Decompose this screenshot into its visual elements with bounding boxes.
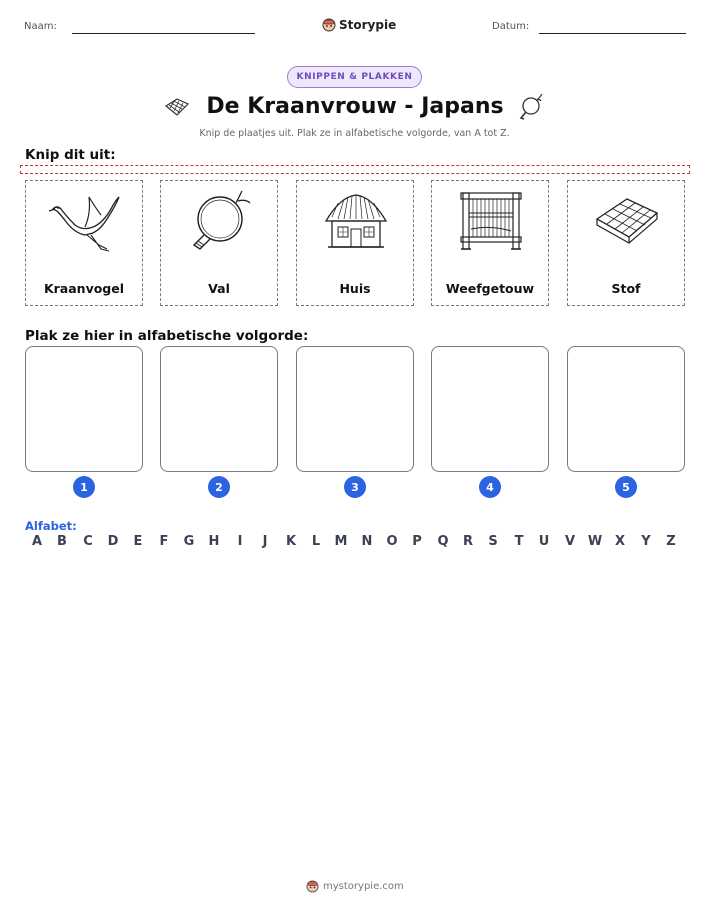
cloth-icon [163, 96, 191, 118]
alphabet-letter: M [334, 534, 348, 549]
number-badge-1: 1 [73, 476, 95, 498]
cut-card-cloth[interactable] [567, 180, 685, 306]
alphabet-letter: X [614, 534, 626, 549]
brand-name: Storypie [339, 18, 397, 32]
alphabet-letter: L [311, 534, 321, 549]
alphabet-letter: Q [437, 534, 449, 549]
cut-card-loom[interactable] [431, 180, 549, 306]
card-label: Stof [611, 281, 641, 296]
loom-icon [451, 187, 531, 257]
cut-card-house[interactable] [296, 180, 414, 306]
crane-icon [45, 187, 125, 257]
alphabet-letter: T [514, 534, 524, 549]
alphabet-letter: K [285, 534, 297, 549]
alphabet-label: Alfabet: [25, 519, 77, 533]
name-line[interactable] [72, 33, 255, 34]
storypie-mascot-icon [322, 18, 336, 32]
cut-card-crane[interactable] [25, 180, 143, 306]
folded-cloth-icon [587, 187, 667, 257]
alphabet-letter: I [237, 534, 243, 549]
cut-section-label: Knip dit uit: [25, 147, 116, 163]
alphabet-letter: W [587, 534, 603, 549]
paste-box-2[interactable] [160, 346, 278, 472]
card-label: Kraanvogel [43, 281, 125, 296]
alphabet-letter: G [183, 534, 195, 549]
activity-badge: KNIPPEN & PLAKKEN [287, 66, 422, 88]
paste-box-3[interactable] [296, 346, 414, 472]
card-label: Val [208, 281, 230, 296]
card-label: Weefgetouw [445, 281, 535, 296]
storypie-mascot-icon [306, 880, 319, 893]
instructions: Knip de plaatjes uit. Plak ze in alfabetische volgorde, van A tot Z. [199, 128, 510, 139]
alphabet-letter: V [564, 534, 576, 549]
number-badge-5: 5 [615, 476, 637, 498]
header [0, 18, 709, 38]
thatched-house-icon [316, 187, 396, 257]
alphabet-letter: N [361, 534, 373, 549]
alphabet-letter: B [57, 534, 67, 549]
paste-box-4[interactable] [431, 346, 549, 472]
paste-box-1[interactable] [25, 346, 143, 472]
footer-url[interactable]: mystorypie.com [323, 881, 404, 892]
snare-trap-icon [180, 187, 260, 257]
number-badge-4: 4 [479, 476, 501, 498]
card-label: Huis [339, 281, 371, 296]
alphabet-letter: A [31, 534, 43, 549]
alphabet-row [25, 534, 685, 550]
alphabet-letter: H [208, 534, 220, 549]
cut-line [20, 165, 690, 174]
number-badge-2: 2 [208, 476, 230, 498]
alphabet-letter: E [133, 534, 143, 549]
alphabet-letter: C [83, 534, 93, 549]
alphabet-letter: R [462, 534, 473, 549]
paste-box-5[interactable] [567, 346, 685, 472]
date-line[interactable] [539, 33, 686, 34]
name-label: Naam: [24, 21, 57, 32]
brand-logo [322, 18, 396, 32]
date-label: Datum: [492, 21, 530, 32]
number-badge-3: 3 [344, 476, 366, 498]
alphabet-letter: S [488, 534, 498, 549]
cut-card-trap[interactable] [160, 180, 278, 306]
alphabet-letter: U [538, 534, 550, 549]
paste-section-label: Plak ze hier in alfabetische volgorde: [25, 328, 309, 344]
alphabet-letter: F [159, 534, 169, 549]
alphabet-letter: O [386, 534, 398, 549]
alphabet-letter: P [412, 534, 422, 549]
alphabet-letter: J [262, 534, 268, 549]
snare-icon [518, 93, 544, 121]
alphabet-letter: Z [666, 534, 676, 549]
alphabet-letter: D [107, 534, 119, 549]
alphabet-letter: Y [641, 534, 651, 549]
footer [306, 880, 404, 893]
page-title: De Kraanvrouw - Japans [206, 94, 504, 119]
